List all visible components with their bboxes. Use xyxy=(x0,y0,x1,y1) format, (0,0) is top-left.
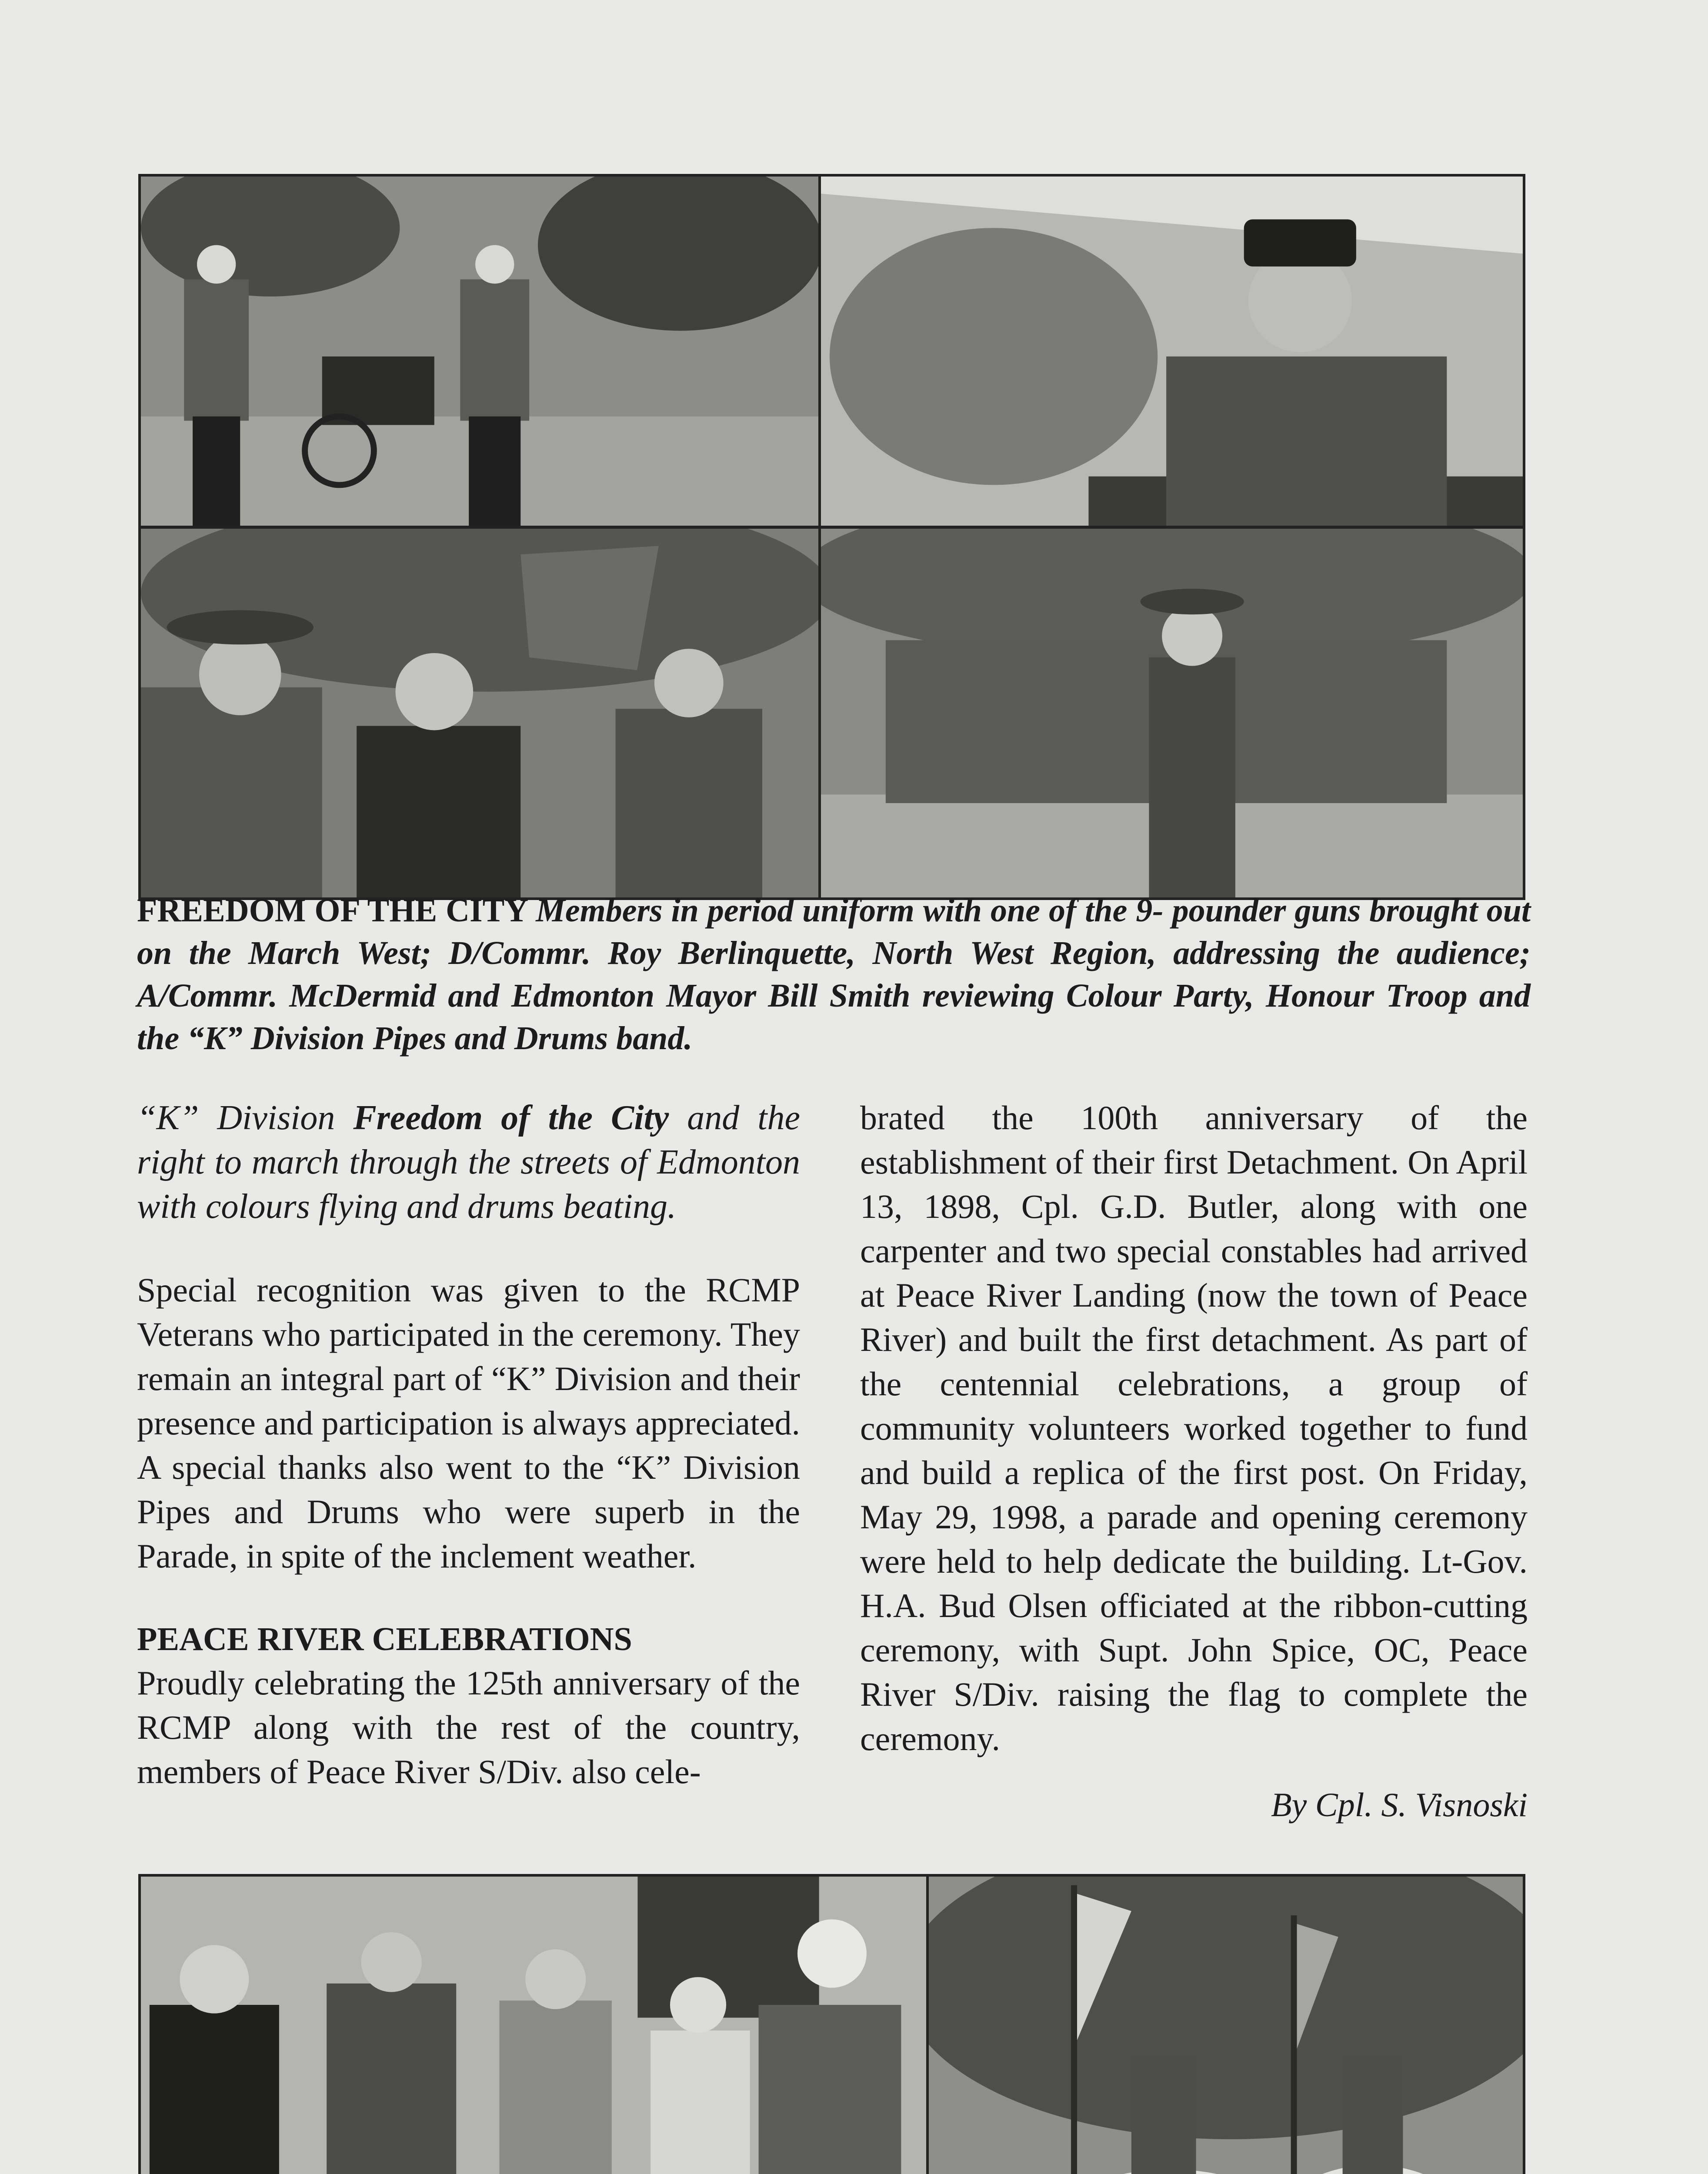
peace-river-paragraph: Proudly celebrating the 125th anniversary of the RCMP along with the rest of the country, members of Peace River S/Div. also cele- xyxy=(137,1664,800,1791)
photo-uniformed-members-with-gun xyxy=(138,174,821,528)
section-heading: PEACE RIVER CELEBRATIONS xyxy=(137,1621,632,1657)
photo-pipes-and-drums-band xyxy=(818,526,1525,900)
intro-post: and the right to march through the streets of Edmonton with colours flying and drums beating. xyxy=(137,1099,801,1226)
left-column xyxy=(137,1096,800,1794)
photo-mounted-nwmp-riders xyxy=(926,1874,1525,2174)
photo-commissioner-addressing-audience xyxy=(818,174,1525,528)
veterans-paragraph: Special recognition was given to the RCMP Veterans who participated in the ceremony. They remain an integral part of “K” Division and their presence and participation is always appreciated. A special thanks also went to the “K” Division Pipes and Drums who were superb in the Parade, in spite of the inclement weather. xyxy=(137,1271,800,1575)
byline: By Cpl. S. Visnoski xyxy=(1271,1786,1528,1824)
photo-mayor-reviewing-colour-party xyxy=(138,526,821,900)
intro-paragraph xyxy=(137,1096,800,1229)
caption-text: Members in period uniform with one of the 9- pounder guns brought out on the March West; D/Commr. Roy Berlinquette, North West Region, addressing the audience; A/Commr. McDermid and Edmonton Mayor Bill Smith reviewing Colour Party, Honour Troop and the “K” Division Pipes and Drums band. xyxy=(137,892,1531,1057)
intro-bold: Freedom of the City xyxy=(353,1099,669,1137)
caption-lead: FREEDOM OF THE CITY xyxy=(137,892,527,929)
intro-pre: “K” Division xyxy=(137,1099,354,1137)
photo-ribbon-cutting-group xyxy=(138,1874,930,2174)
right-column xyxy=(860,1096,1528,1827)
top-photo-caption xyxy=(137,889,1531,1060)
detachment-paragraph: brated the 100th anniversary of the establishment of their first Detachment. On April 13, 1898, Cpl. G.D. Butler, along with one carpenter and two special constables had arrived at Peace River Landing (now the town of Peace River) and built the first detachment. As part of the centennial celebrations, a group of community volunteers worked together to fund and build a replica of the first post. On Friday, May 29, 1998, a parade and opening ceremony were held to help dedicate the building. Lt-Gov. H.A. Bud Olsen officiated at the ribbon-cutting ceremony, with Supt. John Spice, OC, Peace River S/Div. raising the flag to complete the ceremony. xyxy=(860,1099,1528,1757)
